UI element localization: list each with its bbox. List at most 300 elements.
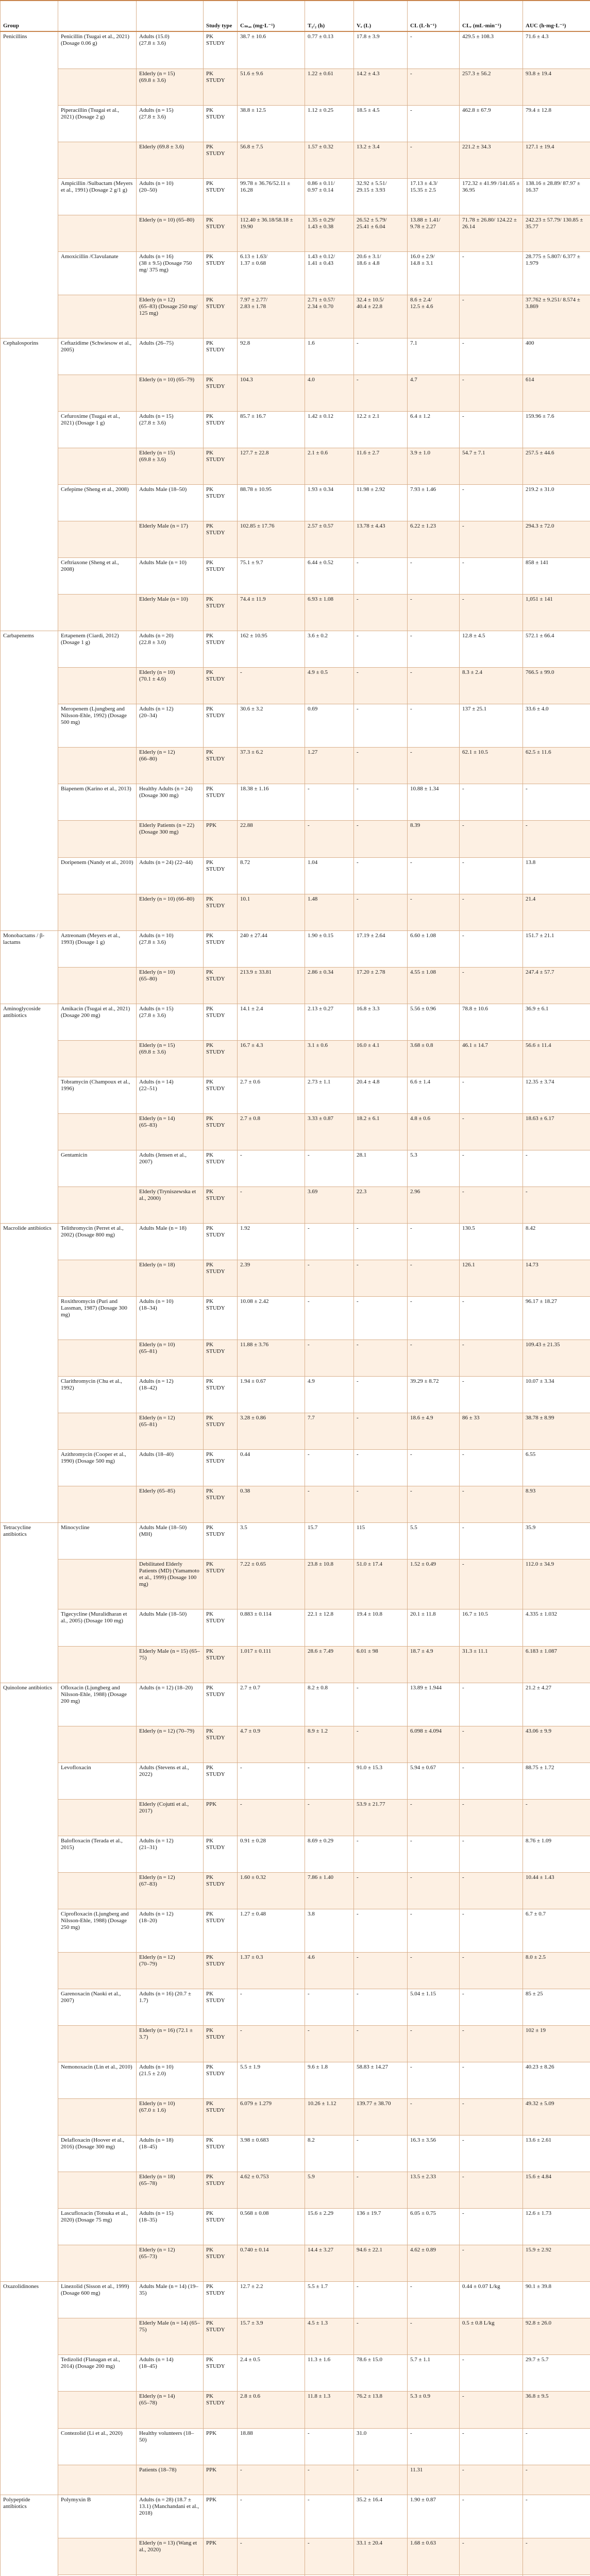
- cell-auc: 257.5 ± 44.6: [523, 448, 590, 485]
- cell-drug: [58, 215, 137, 251]
- cell-cl: 17.13 ± 4.3/ 15.35 ± 2.5: [408, 178, 460, 215]
- cell-auc: 8.93: [523, 1486, 590, 1523]
- cell-population: Adults (n = 12) (18–20): [137, 1909, 204, 1952]
- cell-population: Elderly (69.8 ± 3.6): [137, 142, 204, 178]
- cell-drug: Roxithromycin (Puri and Lassman, 1987) (Dosage 300 mg): [58, 1297, 137, 1340]
- table-row: [1, 2428, 590, 2465]
- cell-clr: -: [460, 1187, 523, 1223]
- cell-clr: -: [460, 967, 523, 1004]
- cell-clr: -: [460, 1989, 523, 2025]
- table-row: [1, 2282, 590, 2318]
- table-row: [1, 142, 590, 178]
- cell-study-type: PK STUDY: [204, 521, 238, 558]
- cell-study-type: PK STUDY: [204, 1523, 238, 1560]
- cell-auc: 36.9 ± 6.1: [523, 1004, 590, 1040]
- cell-study-type: PK STUDY: [204, 2355, 238, 2392]
- cell-cmax: 2.7 ± 0.8: [238, 1113, 305, 1150]
- table-row: [1, 2538, 590, 2574]
- cell-cl: -: [408, 2318, 460, 2355]
- cell-cmax: 0.38: [238, 1486, 305, 1523]
- cell-study-type: PK STUDY: [204, 1187, 238, 1223]
- cell-cl: -: [408, 1486, 460, 1523]
- cell-vd: 28.1: [354, 1150, 408, 1187]
- cell-cl: -: [408, 1224, 460, 1260]
- cell-half-life: -: [305, 1989, 354, 2025]
- table-row: [1, 1523, 590, 1560]
- cell-auc: 112.0 ± 34.9: [523, 1560, 590, 1609]
- cell-population: Adults (n = 28) (18.7 ± 13.1) (Manchandani et al., 2018): [137, 2495, 204, 2538]
- cell-auc: 79.4 ± 12.8: [523, 105, 590, 142]
- cell-study-type: PK STUDY: [204, 1646, 238, 1683]
- cell-vd: -: [354, 595, 408, 631]
- cell-auc: 15.6 ± 4.84: [523, 2172, 590, 2209]
- cell-clr: -: [460, 930, 523, 967]
- cell-study-type: PK STUDY: [204, 142, 238, 178]
- cell-population: Adults (26–75): [137, 338, 204, 375]
- table-row: [1, 1297, 590, 1340]
- cell-population: Elderly (n = 10) (66–80): [137, 894, 204, 930]
- cell-population: Elderly Male (n = 15) (65–75): [137, 1646, 204, 1683]
- table-row: [1, 2172, 590, 2209]
- cell-cmax: 4.62 ± 0.753: [238, 2172, 305, 2209]
- cell-population: Adults (Jensen et al., 2007): [137, 1150, 204, 1187]
- table-row: [1, 2245, 590, 2282]
- cell-cmax: -: [238, 2465, 305, 2495]
- cell-half-life: 2.71 ± 0.57/ 2.34 ± 0.70: [305, 295, 354, 338]
- table-row: [1, 1952, 590, 1989]
- cell-clr: 16.7 ± 10.5: [460, 1609, 523, 1646]
- cell-study-type: PK STUDY: [204, 411, 238, 448]
- cell-auc: 247.4 ± 57.7: [523, 967, 590, 1004]
- cell-cl: 13.88 ± 1.41/ 9.78 ± 2.27: [408, 215, 460, 251]
- cell-half-life: 8.2 ± 0.8: [305, 1683, 354, 1726]
- cell-auc: 21.2 ± 4.27: [523, 1683, 590, 1726]
- cell-drug: [58, 1560, 137, 1609]
- cell-cmax: -: [238, 1150, 305, 1187]
- cell-population: Elderly Patients (n = 22) (Dosage 300 mg): [137, 821, 204, 857]
- cell-cl: 6.6 ± 1.4: [408, 1077, 460, 1113]
- cell-drug: [58, 748, 137, 784]
- cell-vd: 78.6 ± 15.0: [354, 2355, 408, 2392]
- cell-drug: [58, 967, 137, 1004]
- cell-drug: [58, 1260, 137, 1297]
- cell-cmax: 0.740 ± 0.14: [238, 2245, 305, 2282]
- cell-cl: -: [408, 631, 460, 668]
- cell-clr: -: [460, 2209, 523, 2245]
- cell-vd: 91.0 ± 15.3: [354, 1762, 408, 1799]
- cell-drug: Linezolid (Sisson et al., 1999) (Dosage 600 mg): [58, 2282, 137, 2318]
- cell-auc: 858 ± 141: [523, 558, 590, 595]
- cell-drug: [58, 2172, 137, 2209]
- cell-vd: 13.78 ± 4.43: [354, 521, 408, 558]
- cell-drug: [58, 375, 137, 411]
- cell-population: Elderly (n = 10) (70.1 ± 4.6): [137, 668, 204, 704]
- cell-vd: -: [354, 375, 408, 411]
- cell-vd: 16.8 ± 3.3: [354, 1004, 408, 1040]
- cell-drug: Ciprofloxacin (Ljungberg and Nilsson-Ehle, 1988) (Dosage 250 mg): [58, 1909, 137, 1952]
- cell-vd: 76.2 ± 13.8: [354, 2392, 408, 2428]
- cell-cl: 6.22 ± 1.23: [408, 521, 460, 558]
- cell-population: Adults (n = 12) (20–34): [137, 704, 204, 748]
- cell-auc: 6.183 ± 1.087: [523, 1646, 590, 1683]
- cell-study-type: PK STUDY: [204, 338, 238, 375]
- cell-population: Adults (n = 10) (18–34): [137, 1297, 204, 1340]
- cell-clr: 126.1: [460, 1260, 523, 1297]
- cell-study-type: PK STUDY: [204, 894, 238, 930]
- cell-population: Debilitated Elderly Patients (MD) (Yamamoto et al., 1999) (Dosage 100 mg): [137, 1560, 204, 1609]
- cell-clr: -: [460, 1683, 523, 1726]
- cell-study-type: PK STUDY: [204, 2282, 238, 2318]
- cell-vd: 32.92 ± 5.51/ 29.15 ± 3.93: [354, 178, 408, 215]
- cell-vd: -: [354, 1952, 408, 1989]
- cell-population: Adults (n = 24) (22–44): [137, 857, 204, 894]
- cell-half-life: 8.9 ± 1.2: [305, 1726, 354, 1762]
- cell-cmax: 74.4 ± 11.9: [238, 595, 305, 631]
- cell-auc: 13.8: [523, 857, 590, 894]
- cell-cmax: 7.22 ± 0.65: [238, 1560, 305, 1609]
- cell-study-type: PK STUDY: [204, 1113, 238, 1150]
- cell-population: Adults (n = 16) (38 ± 9.5) (Dosage 750 mg/ 375 mg): [137, 251, 204, 295]
- group-label: Penicillins: [1, 31, 58, 338]
- cell-half-life: 11.8 ± 1.3: [305, 2392, 354, 2428]
- cell-clr: -: [460, 2245, 523, 2282]
- cell-population: Adults Male (18–50) (MH): [137, 1523, 204, 1560]
- cell-cmax: 104.3: [238, 375, 305, 411]
- cell-study-type: PK STUDY: [204, 2136, 238, 2172]
- cell-cmax: 4.7 ± 0.9: [238, 1726, 305, 1762]
- cell-population: Elderly (n = 10) (65–80): [137, 215, 204, 251]
- cell-half-life: 1.12 ± 0.25: [305, 105, 354, 142]
- cell-study-type: PK STUDY: [204, 178, 238, 215]
- cell-population: Elderly (n = 18) (65–78): [137, 2172, 204, 2209]
- cell-half-life: -: [305, 2465, 354, 2495]
- cell-clr: -: [460, 1150, 523, 1187]
- cell-vd: 32.4 ± 10.5/ 40.4 ± 22.8: [354, 295, 408, 338]
- cell-auc: 109.43 ± 21.35: [523, 1340, 590, 1377]
- cell-half-life: 1.22 ± 0.61: [305, 69, 354, 105]
- cell-vd: 51.0 ± 17.4: [354, 1560, 408, 1609]
- table-row: [1, 1872, 590, 1909]
- cell-cl: 7.1: [408, 338, 460, 375]
- cell-cl: -: [408, 1450, 460, 1486]
- table-row: [1, 2355, 590, 2392]
- cell-clr: 0.5 ± 0.8 L/kg: [460, 2318, 523, 2355]
- cell-population: Elderly (n = 10) (67.0 ± 1.6): [137, 2099, 204, 2136]
- table-row: [1, 1260, 590, 1297]
- cell-cmax: 18.38 ± 1.16: [238, 784, 305, 821]
- cell-cmax: 112.40 ± 36.18/58.18 ± 19.90: [238, 215, 305, 251]
- cell-cmax: 7.97 ± 2.77/ 2.83 ± 1.78: [238, 295, 305, 338]
- cell-clr: 429.5 ± 108.3: [460, 31, 523, 69]
- cell-study-type: PPK: [204, 2428, 238, 2465]
- cell-half-life: 4.9 ± 0.5: [305, 668, 354, 704]
- cell-cl: 4.8 ± 0.6: [408, 1113, 460, 1150]
- cell-clr: -: [460, 1486, 523, 1523]
- cell-clr: -: [460, 521, 523, 558]
- cell-study-type: PK STUDY: [204, 1560, 238, 1609]
- cell-cmax: 1.94 ± 0.67: [238, 1377, 305, 1413]
- header-drug: [58, 1, 137, 31]
- cell-cmax: 2.7 ± 0.6: [238, 1077, 305, 1113]
- cell-population: Elderly (n = 15) (69.8 ± 3.6): [137, 1040, 204, 1077]
- cell-population: Adults Male (18–50): [137, 485, 204, 521]
- cell-drug: Aztreonam (Meyers et al., 1993) (Dosage 1 g): [58, 930, 137, 967]
- cell-vd: -: [354, 668, 408, 704]
- cell-half-life: 1.35 ± 0.29/ 1.43 ± 0.38: [305, 215, 354, 251]
- cell-clr: 172.32 ± 41.99 /141.65 ± 36.95: [460, 178, 523, 215]
- cell-cl: -: [408, 1260, 460, 1297]
- cell-half-life: -: [305, 2538, 354, 2574]
- cell-cl: 4.7: [408, 375, 460, 411]
- cell-half-life: -: [305, 1486, 354, 1523]
- cell-cmax: 88.78 ± 10.95: [238, 485, 305, 521]
- cell-cl: -: [408, 2428, 460, 2465]
- table-row: [1, 1450, 590, 1486]
- cell-drug: [58, 894, 137, 930]
- cell-population: Adults (n = 12) (18–42): [137, 1377, 204, 1413]
- cell-clr: 12.8 ± 4.5: [460, 631, 523, 668]
- cell-cl: 7.93 ± 1.46: [408, 485, 460, 521]
- table-row: [1, 178, 590, 215]
- cell-cmax: 102.85 ± 17.76: [238, 521, 305, 558]
- cell-clr: -: [460, 338, 523, 375]
- cell-population: Elderly (n = 12) (65–83) (Dosage 250 mg/ 125 mg): [137, 295, 204, 338]
- cell-half-life: 1.04: [305, 857, 354, 894]
- cell-half-life: 14.4 ± 3.27: [305, 2245, 354, 2282]
- table-row: [1, 375, 590, 411]
- table-row: [1, 784, 590, 821]
- cell-cl: -: [408, 69, 460, 105]
- cell-clr: -: [460, 1523, 523, 1560]
- cell-drug: [58, 821, 137, 857]
- cell-vd: -: [354, 2465, 408, 2495]
- cell-cmax: -: [238, 1799, 305, 1836]
- cell-half-life: 1.48: [305, 894, 354, 930]
- cell-auc: 62.5 ± 11.6: [523, 748, 590, 784]
- cell-drug: [58, 1872, 137, 1909]
- cell-population: Adults (n = 14) (18–45): [137, 2355, 204, 2392]
- cell-drug: Azithromycin (Cooper et al., 1990) (Dosage 500 mg): [58, 1450, 137, 1486]
- cell-population: Adults (n = 15) (27.8 ± 3.6): [137, 1004, 204, 1040]
- cell-cmax: 2.39: [238, 1260, 305, 1297]
- cell-population: Adults (n = 16) (20.7 ± 1.7): [137, 1989, 204, 2025]
- cell-cmax: 37.3 ± 6.2: [238, 748, 305, 784]
- cell-vd: -: [354, 631, 408, 668]
- cell-half-life: 0.77 ± 0.13: [305, 31, 354, 69]
- cell-clr: -: [460, 1113, 523, 1150]
- cell-drug: [58, 69, 137, 105]
- cell-vd: -: [354, 1836, 408, 1872]
- cell-vd: 53.9 ± 21.77: [354, 1799, 408, 1836]
- cell-cl: 6.4 ± 1.2: [408, 411, 460, 448]
- cell-auc: 43.06 ± 9.9: [523, 1726, 590, 1762]
- cell-clr: -: [460, 821, 523, 857]
- cell-drug: [58, 1952, 137, 1989]
- table-row: [1, 1004, 590, 1040]
- cell-drug: [58, 521, 137, 558]
- cell-cl: -: [408, 748, 460, 784]
- header-half-life: T₁/₂ (h): [305, 1, 354, 31]
- cell-cmax: 2.4 ± 0.5: [238, 2355, 305, 2392]
- cell-cmax: 99.78 ± 36.76/52.11 ± 16.28: [238, 178, 305, 215]
- cell-drug: [58, 1413, 137, 1450]
- table-header: [1, 1, 590, 31]
- cell-half-life: -: [305, 1799, 354, 1836]
- cell-vd: -: [354, 1989, 408, 2025]
- cell-half-life: -: [305, 1297, 354, 1340]
- cell-drug: [58, 595, 137, 631]
- cell-population: Adults (n = 18) (18–45): [137, 2136, 204, 2172]
- cell-clr: 46.1 ± 14.7: [460, 1040, 523, 1077]
- cell-population: Adults (n = 15) (18–35): [137, 2209, 204, 2245]
- cell-vd: -: [354, 1450, 408, 1486]
- cell-drug: Tigecycline (Muralidharan et al., 2005) (Dosage 100 mg): [58, 1609, 137, 1646]
- cell-population: Elderly Male (n = 14) (65–75): [137, 2318, 204, 2355]
- table-row: [1, 1113, 590, 1150]
- cell-drug: Ertapenem (Ciardi, 2012) (Dosage 1 g): [58, 631, 137, 668]
- cell-cmax: 10.1: [238, 894, 305, 930]
- cell-population: Elderly (n = 15) (69.8 ± 3.6): [137, 69, 204, 105]
- cell-drug: [58, 1187, 137, 1223]
- cell-clr: -: [460, 2495, 523, 2538]
- table-row: [1, 1909, 590, 1952]
- cell-clr: -: [460, 1872, 523, 1909]
- cell-cmax: -: [238, 2495, 305, 2538]
- cell-auc: 88.75 ± 1.72: [523, 1762, 590, 1799]
- cell-half-life: 2.13 ± 0.27: [305, 1004, 354, 1040]
- cell-cl: -: [408, 894, 460, 930]
- cell-clr: -: [460, 2355, 523, 2392]
- cell-auc: 6.7 ± 0.7: [523, 1909, 590, 1952]
- table-row: [1, 1187, 590, 1223]
- cell-clr: 221.2 ± 34.3: [460, 142, 523, 178]
- cell-auc: 138.16 ± 28.89/ 87.97 ± 16.37: [523, 178, 590, 215]
- cell-population: Adults (n = 10) (20–50): [137, 178, 204, 215]
- cell-auc: 13.6 ± 2.61: [523, 2136, 590, 2172]
- cell-drug: Nemonoxacin (Lin et al., 2010): [58, 2062, 137, 2099]
- cell-drug: Ceftazidime (Schwiesow et al., 2005): [58, 338, 137, 375]
- cell-cmax: -: [238, 2025, 305, 2062]
- cell-population: Elderly (n = 10) (65–81): [137, 1340, 204, 1377]
- cell-clr: 257.3 ± 56.2: [460, 69, 523, 105]
- cell-clr: -: [460, 2392, 523, 2428]
- cell-half-life: -: [305, 1450, 354, 1486]
- cell-vd: -: [354, 2282, 408, 2318]
- cell-cmax: 5.5 ± 1.9: [238, 2062, 305, 2099]
- cell-half-life: 28.6 ± 7.49: [305, 1646, 354, 1683]
- cell-cl: 13.5 ± 2.33: [408, 2172, 460, 2209]
- cell-clr: -: [460, 295, 523, 338]
- cell-study-type: PK STUDY: [204, 375, 238, 411]
- cell-auc: 18.63 ± 6.17: [523, 1113, 590, 1150]
- cell-auc: 40.23 ± 8.26: [523, 2062, 590, 2099]
- cell-vd: -: [354, 558, 408, 595]
- cell-population: Adults (n = 10) (27.8 ± 3.6): [137, 930, 204, 967]
- cell-half-life: 3.33 ± 0.87: [305, 1113, 354, 1150]
- cell-study-type: PPK: [204, 2465, 238, 2495]
- cell-population: Elderly (n = 15) (69.8 ± 3.6): [137, 448, 204, 485]
- cell-cmax: 18.88: [238, 2428, 305, 2465]
- cell-half-life: -: [305, 821, 354, 857]
- cell-study-type: PK STUDY: [204, 704, 238, 748]
- cell-drug: Tobramycin (Champoux et al., 1996): [58, 1077, 137, 1113]
- cell-population: Elderly (n = 10) (65–80): [137, 967, 204, 1004]
- cell-cmax: 2.7 ± 0.7: [238, 1683, 305, 1726]
- cell-auc: 35.9: [523, 1523, 590, 1560]
- cell-clr: -: [460, 2172, 523, 2209]
- table-row: [1, 448, 590, 485]
- cell-cl: -: [408, 1297, 460, 1340]
- cell-study-type: PK STUDY: [204, 595, 238, 631]
- cell-cmax: 1.60 ± 0.32: [238, 1872, 305, 1909]
- cell-cmax: 38.8 ± 12.5: [238, 105, 305, 142]
- cell-population: Adults (Stevens et al., 2022): [137, 1762, 204, 1799]
- cell-vd: 22.3: [354, 1187, 408, 1223]
- cell-vd: 20.4 ± 4.8: [354, 1077, 408, 1113]
- header-study-type: Study type: [204, 1, 238, 31]
- cell-study-type: PK STUDY: [204, 1004, 238, 1040]
- cell-drug: Cefuroxime (Tsugai et al., 2021) (Dosage 1 g): [58, 411, 137, 448]
- cell-auc: 1,051 ± 141: [523, 595, 590, 631]
- cell-cl: 1.52 ± 0.49: [408, 1560, 460, 1609]
- cell-auc: 102 ± 19: [523, 2025, 590, 2062]
- cell-half-life: 3.69: [305, 1187, 354, 1223]
- table-row: [1, 295, 590, 338]
- cell-cl: 5.3 ± 0.9: [408, 2392, 460, 2428]
- cell-vd: -: [354, 1872, 408, 1909]
- cell-cl: 3.68 ± 0.8: [408, 1040, 460, 1077]
- cell-drug: [58, 2245, 137, 2282]
- cell-auc: -: [523, 821, 590, 857]
- cell-half-life: 10.26 ± 1.12: [305, 2099, 354, 2136]
- cell-study-type: PK STUDY: [204, 857, 238, 894]
- table-row: [1, 485, 590, 521]
- cell-cmax: -: [238, 1762, 305, 1799]
- cell-cl: 6.60 ± 1.08: [408, 930, 460, 967]
- cell-population: Adults Male (n = 18): [137, 1224, 204, 1260]
- cell-clr: -: [460, 1726, 523, 1762]
- cell-drug: Meropenem (Ljungberg and Nilsson-Ehle, 1992) (Dosage 500 mg): [58, 704, 137, 748]
- cell-drug: Lascufloxacin (Totsuka et al., 2020) (Dosage 75 mg): [58, 2209, 137, 2245]
- cell-population: Adults (n = 12) (21–31): [137, 1836, 204, 1872]
- cell-study-type: PK STUDY: [204, 558, 238, 595]
- cell-clr: 86 ± 33: [460, 1413, 523, 1450]
- cell-auc: 92.8 ± 26.0: [523, 2318, 590, 2355]
- cell-drug: [58, 142, 137, 178]
- cell-drug: Penicillin (Tsugai et al., 2021) (Dosage 0.06 g): [58, 31, 137, 69]
- table-row: [1, 704, 590, 748]
- cell-cl: -: [408, 142, 460, 178]
- cell-auc: -: [523, 1150, 590, 1187]
- cell-study-type: PK STUDY: [204, 1609, 238, 1646]
- cell-cl: 1.90 ± 0.87: [408, 2495, 460, 2538]
- header-cl: CL (L·h⁻¹): [408, 1, 460, 31]
- cell-cmax: 16.7 ± 4.3: [238, 1040, 305, 1077]
- cell-study-type: PK STUDY: [204, 2025, 238, 2062]
- table-body: [1, 31, 590, 2576]
- cell-clr: -: [460, 857, 523, 894]
- cell-drug: [58, 1486, 137, 1523]
- cell-clr: -: [460, 1762, 523, 1799]
- cell-clr: -: [460, 2062, 523, 2099]
- cell-half-life: 6.44 ± 0.52: [305, 558, 354, 595]
- cell-clr: -: [460, 894, 523, 930]
- cell-vd: 18.5 ± 4.5: [354, 105, 408, 142]
- cell-study-type: PK STUDY: [204, 485, 238, 521]
- cell-population: Elderly (n = 12) (65–73): [137, 2245, 204, 2282]
- cell-study-type: PK STUDY: [204, 1872, 238, 1909]
- cell-cmax: 8.72: [238, 857, 305, 894]
